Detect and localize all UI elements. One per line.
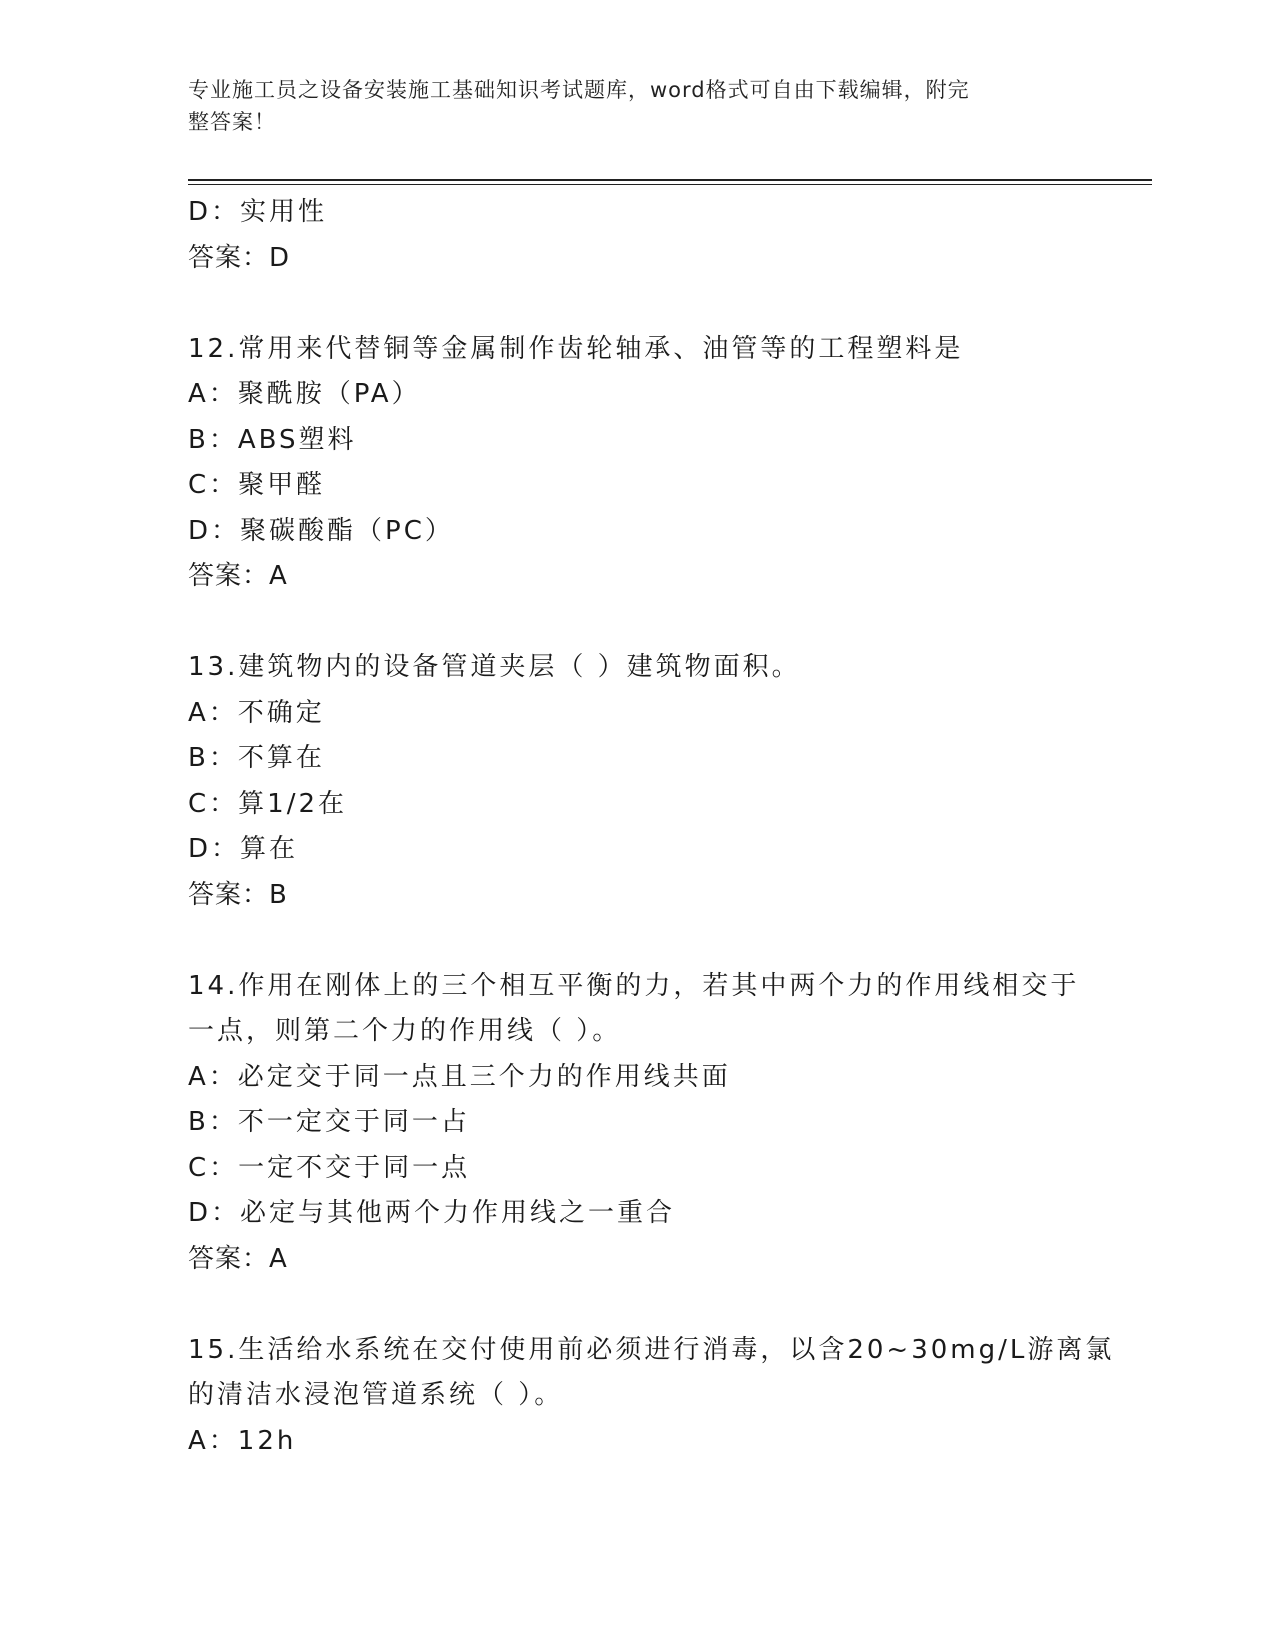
option-c: C：一定不交于同一点 [188, 1152, 471, 1183]
option-a: A：必定交于同一点且三个力的作用线共面 [188, 1061, 731, 1092]
option-d: D：必定与其他两个力作用线之一重合 [188, 1198, 676, 1228]
header-line-1: 专业施工员之设备安装施工基础知识考试题库，word格式可自由下载编辑，附完 [188, 78, 970, 102]
option-c: C：聚甲醛 [188, 470, 326, 500]
option-c: C：算1/2在 [188, 788, 347, 819]
option-a: A：12h [188, 1425, 297, 1456]
header-rule-thin [188, 184, 1152, 185]
prev-option-d: D：实用性 [188, 197, 328, 227]
question-stem-line-1: 15.生活给水系统在交付使用前必须进行消毒，以含20~30mg/L游离氯 [188, 1334, 1115, 1365]
answer: 答案：A [188, 561, 288, 591]
option-b: B：不一定交于同一占 [188, 1107, 470, 1137]
option-a: A：不确定 [188, 697, 325, 728]
option-b: B：ABS塑料 [188, 424, 357, 455]
answer: 答案：A [188, 1243, 288, 1274]
question-14 [188, 964, 1088, 1283]
question-content [188, 190, 1115, 1464]
option-a: A：聚酰胺（PA） [188, 379, 421, 409]
question-stem: 12.常用来代替铜等金属制作齿轮轴承、油管等的工程塑料是 [188, 333, 964, 364]
question-stem-line-1: 14.作用在刚体上的三个相互平衡的力，若其中两个力的作用线相交于 [188, 970, 1080, 1001]
header-rule-thick [188, 179, 1152, 181]
spacer [188, 1282, 1088, 1328]
option-b: B：不算在 [188, 743, 325, 773]
header-line-2: 整答案！ [188, 110, 276, 134]
spacer [188, 281, 1088, 327]
spacer [188, 918, 1088, 964]
option-d: D：聚碳酸酯（PC） [188, 515, 454, 546]
answer: 答案：B [188, 879, 288, 910]
question-13 [188, 645, 1088, 918]
spacer [188, 600, 1088, 646]
question-15 [188, 1328, 1115, 1465]
prev-answer: 答案：D [188, 242, 291, 273]
question-stem-line-2: 的清洁水浸泡管道系统（ ）。 [188, 1380, 564, 1410]
question-12 [188, 327, 1088, 600]
question-stem: 13.建筑物内的设备管道夹层（ ）建筑物面积。 [188, 652, 801, 682]
document-header [188, 74, 1068, 138]
question-stem-line-2: 一点，则第二个力的作用线（ ）。 [188, 1016, 622, 1046]
option-d: D：算在 [188, 834, 299, 864]
